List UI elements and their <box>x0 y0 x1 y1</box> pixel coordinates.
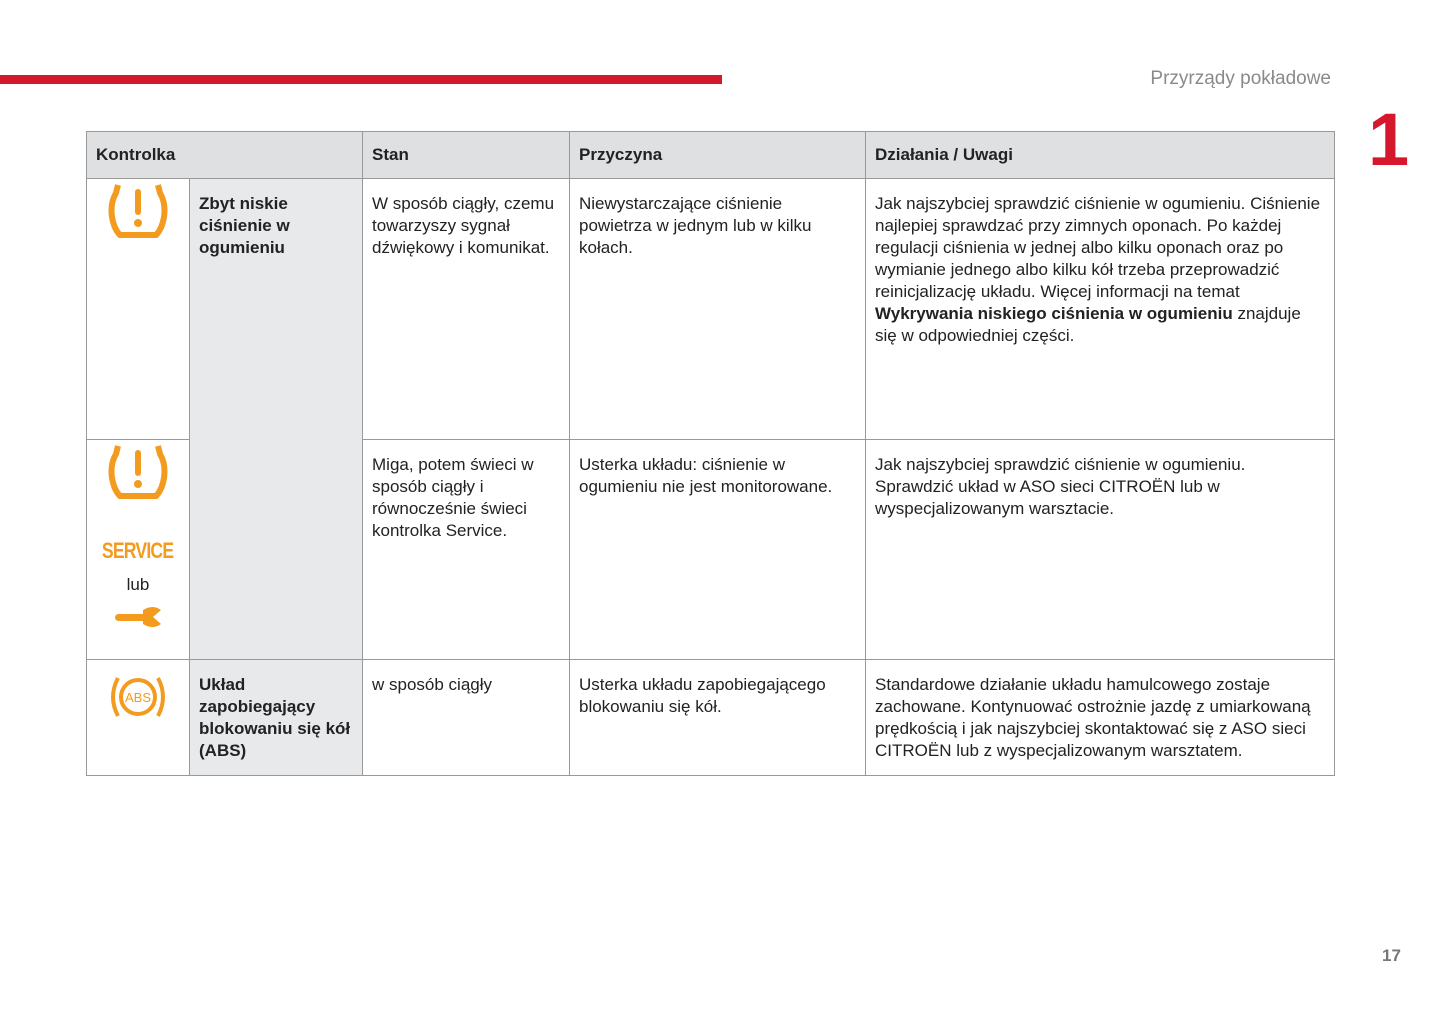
header-przyczyna: Przyczyna <box>570 132 866 179</box>
abs-warning-icon <box>108 672 168 722</box>
service-warning-icon: SERVICE <box>102 538 174 563</box>
warning-name-abs: Układ zapobiegający blokowaniu się kół (ABS) <box>190 660 363 776</box>
header-kontrolka: Kontrolka <box>87 132 363 179</box>
dzialania-cell: Jak najszybciej sprawdzić ciśnienie w ogumieniu. Sprawdzić układ w ASO sieci CITROËN lub w wyspecjalizowanym warsztacie. <box>866 440 1335 660</box>
stan-cell: w sposób ciągły <box>363 660 570 776</box>
table-header-row <box>87 132 1335 179</box>
tyre-pressure-warning-icon <box>108 444 168 500</box>
section-title: Przyrządy pokładowe <box>1150 68 1331 89</box>
tyre-pressure-warning-icon <box>108 183 168 239</box>
dzialania-bold-text: Wykrywania niskiego ciśnienia w ogumieniu <box>875 304 1233 323</box>
dzialania-cell <box>866 179 1335 440</box>
table-row <box>87 179 1335 440</box>
warning-lights-table <box>86 131 1335 776</box>
or-label: lub <box>126 575 150 594</box>
dzialania-text-end: znajduje się w odpowiedniej części. <box>875 304 1301 345</box>
header-red-bar <box>0 75 722 84</box>
wrench-icon <box>113 604 163 630</box>
abs-icon-label: ABS <box>124 690 152 705</box>
przyczyna-cell: Niewystarczające ciśnienie powietrza w jednym lub w kilku kołach. <box>570 179 866 440</box>
stan-cell: W sposób ciągły, czemu towarzyszy sygnał dźwiękowy i komunikat. <box>363 179 570 440</box>
header-stan: Stan <box>363 132 570 179</box>
table-row <box>87 660 1335 776</box>
icon-cell <box>87 660 190 776</box>
dzialania-text: Jak najszybciej sprawdzić ciśnienie w ogumieniu. Ciśnienie najlepiej sprawdzać przy zimnych oponach. Po każdej regulacji ciśnienia w jednej albo kilku oponach oraz po wymianie jednego albo kilku kół trzeba przeprowadzić reinicjalizację układu. Więcej informacji na temat <box>875 194 1321 301</box>
stan-cell: Miga, potem świeci w sposób ciągły i równocześnie świeci kontrolka Service. <box>363 440 570 660</box>
header-dzialania: Działania / Uwagi <box>866 132 1335 179</box>
page-number: 17 <box>1382 946 1401 965</box>
icon-cell <box>87 179 190 440</box>
przyczyna-cell: Usterka układu zapobiegającego blokowaniu się kół. <box>570 660 866 776</box>
chapter-number: 1 <box>1368 98 1410 181</box>
warning-name-tyre: Zbyt niskie ciśnienie w ogumieniu <box>190 179 363 660</box>
dzialania-cell: Standardowe działanie układu hamulcowego zostaje zachowane. Kontynuować ostrożnie jazdę z umiarkowaną prędkością i jak najszybciej skontaktować się z ASO sieci CITROËN lub z wyspecjalizowanym warsztatem. <box>866 660 1335 776</box>
icon-cell <box>87 440 190 660</box>
przyczyna-cell: Usterka układu: ciśnienie w ogumieniu nie jest monitorowane. <box>570 440 866 660</box>
